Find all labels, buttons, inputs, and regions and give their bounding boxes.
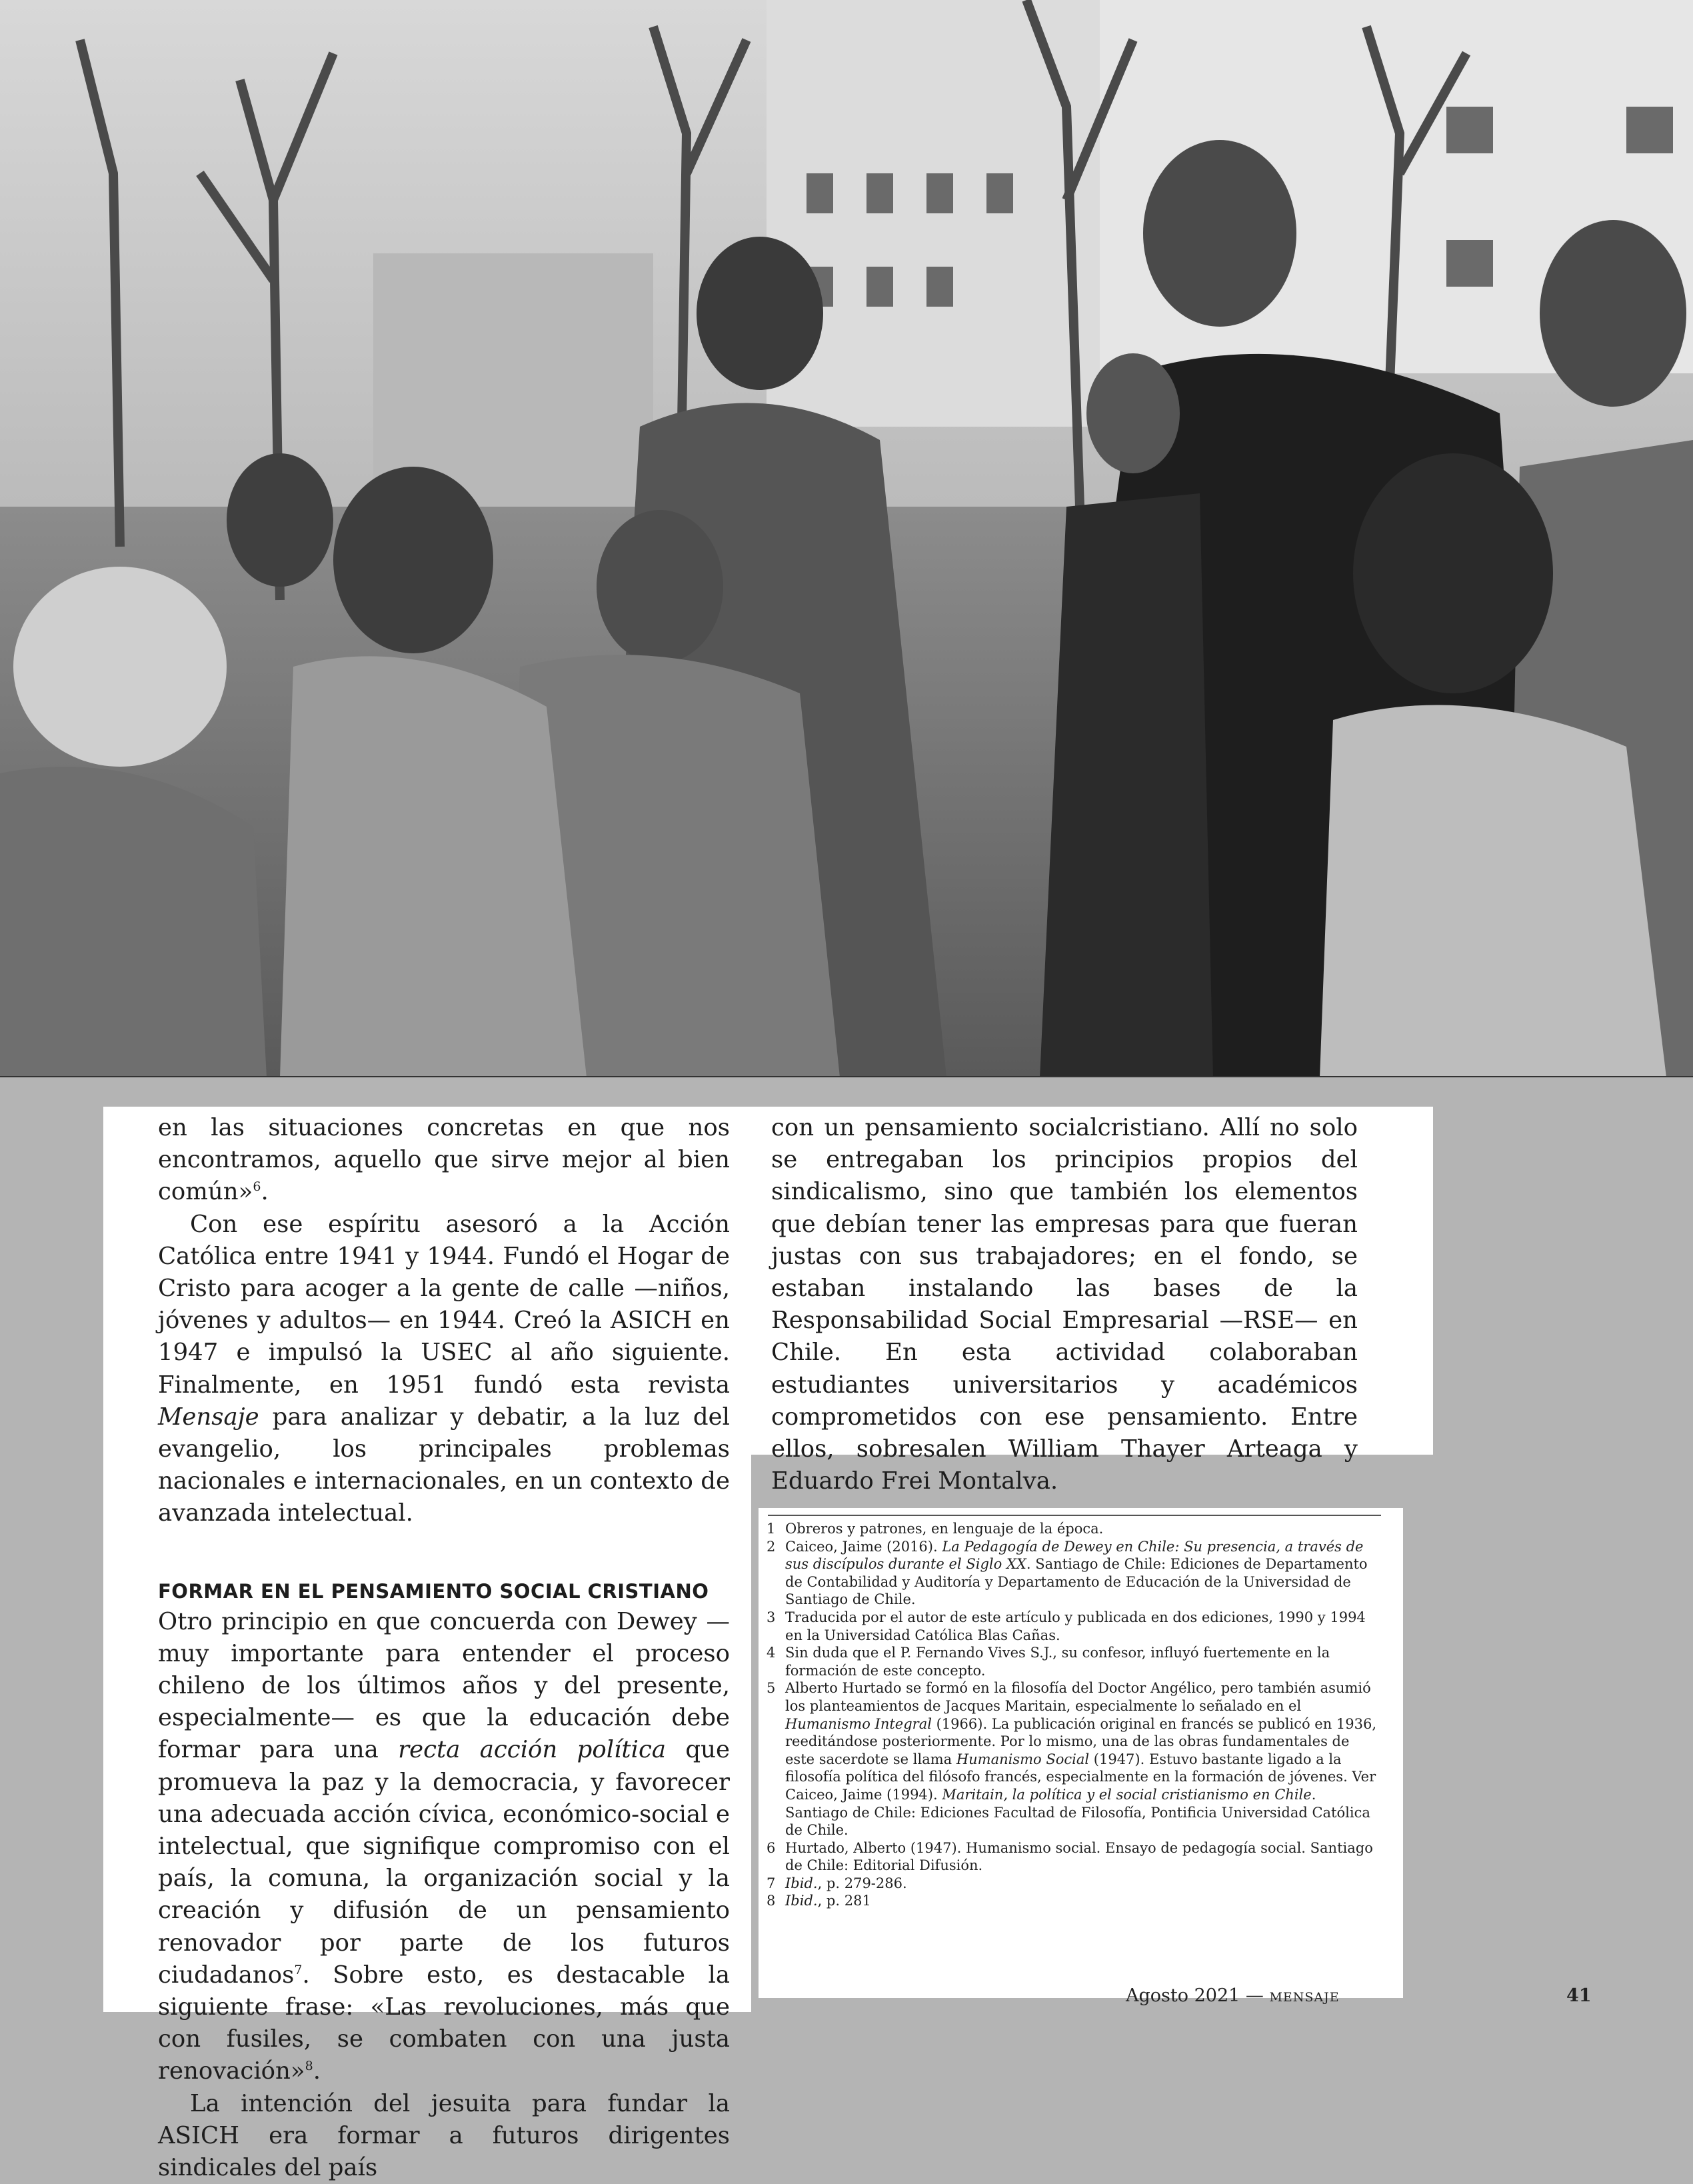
footnote-8: 8 Ibid., p. 281 <box>767 1893 871 1909</box>
right-paragraph: con un pensamiento socialcristiano. Allí no solo se entregaban los principios propios del sindicalismo, sino que también los elementos que debían tener las empresas para que fueran justas con sus trabajadores; en el fondo, se estaban instalando las bases de la Responsabilidad Social Empresarial —RSE— en Chile. En esta actividad colaboraban estudiantes universitarios y académicos comprometidos con ese pensamiento. Entre ellos, sobresalen William Thayer Arteaga y Eduardo Frei Montalva. <box>771 1114 1358 1495</box>
article-photo <box>0 0 1693 1077</box>
footnote-1: 1 Obreros y patrones, en lenguaje de la época. <box>767 1521 1104 1537</box>
footer-magazine-name: mensaje <box>1269 1985 1340 2006</box>
footnote-ref-7: 7 <box>294 1963 303 1978</box>
footnotes-list <box>767 1520 1383 1910</box>
page-number: 41 <box>1566 1985 1592 2006</box>
footnote-3: 3 Traducida por el autor de este artículo y publicada en dos ediciones, 1990 y 1994 en la Universidad Católica Blas Cañas. <box>767 1609 1366 1643</box>
left-column-panel <box>103 1107 751 2182</box>
paragraph-1: en las situaciones concretas en que nos encontramos, aquello que sirve mejor al bien común»$^6$. <box>158 1114 730 1206</box>
right-column-panel <box>751 1107 1433 1495</box>
footnote-6: 6 Hurtado, Alberto (1947). Humanismo social. Ensayo de pedagogía social. Santiago de Chile: Editorial Difusión. <box>767 1839 1373 1874</box>
paragraph-3: Otro principio en que concuerda con Dewey —muy importante para entender el proceso chileno de los últimos años y del presente, especialmente— es que la educación debe formar para una recta acción política que promueva la paz y la democracia, y favorecer una adecuada acción cívica, económico-social e intelectual, que signifique compromiso con el país, la comuna, la organización social y la creación y difusión de un pensamiento renovador por parte de los futuros ciudadanos$^7$. Sobre esto, es destacable la siguiente frase: «Las revoluciones, más que con fusiles, se combaten con una justa renovación»$^8$. <box>158 1607 730 2085</box>
footer-issue: Agosto 2021 — mensaje <box>1126 1985 1340 2006</box>
paragraph-2: Con ese espíritu asesoró a la Acción Católica entre 1941 y 1944. Fundó el Hogar de Cristo para acoger a la gente de calle —niños, jóvenes y adultos— en 1944. Creó la ASICH en 1947 e impulsó la USEC al año siguiente. Finalmente, en 1951 fundó esta revista Mensaje para analizar y debatir, a la luz del evangelio, los principales problemas nacionales e internacionales, en un contexto de avanzada intelectual. <box>158 1210 730 1527</box>
photo-illustration <box>0 0 1693 1077</box>
right-column-text <box>771 1112 1358 1497</box>
footnotes-panel <box>759 1508 1403 1998</box>
footnote-ref-8: 8 <box>305 2059 313 2074</box>
footnote-7: 7 Ibid., p. 279-286. <box>767 1875 907 1891</box>
footnote-2: 2 Caiceo, Jaime (2016). La Pedagogía de Dewey en Chile: Su presencia, a través de sus discípulos durante el Siglo XX. Santiago de Chile: Ediciones de Departamento de Contabilidad y Auditoría y Departamento de Educación de la Universidad de Santiago de Chile. <box>767 1538 1368 1608</box>
footnotes-rule <box>768 1515 1381 1516</box>
left-column-text <box>158 1112 730 2184</box>
footnote-ref-6: 6 <box>253 1179 261 1195</box>
paragraph-4: La intención del jesuita para fundar la ASICH era formar a futuros dirigentes sindicales del país <box>158 2089 730 2182</box>
section-heading: FORMAR EN EL PENSAMIENTO SOCIAL CRISTIANO <box>158 1579 709 1603</box>
footnote-5: 5 Alberto Hurtado se formó en la filosofía del Doctor Angélico, pero también asumió los planteamientos de Jacques Maritain, especialmente lo señalado en el Humanismo Integral (1966). La publicación original en francés se publicó en 1936, reeditándose posteriormente. Por lo mismo, una de las obras fundamentales de este sacerdote se llama Humanismo Social (1947). Estuvo bastante ligado a la filosofía política del filósofo francés, especialmente en la formación de jóvenes. Ver Caiceo, Jaime (1994). Maritain, la política y el social cristianismo en Chile. Santiago de Chile: Ediciones Facultad de Filosofía, Pontificia Universidad Católica de Chile. <box>767 1680 1377 1839</box>
footnote-4: 4 Sin duda que el P. Fernando Vives S.J., su confesor, influyó fuertemente en la formación de este concepto. <box>767 1645 1330 1679</box>
